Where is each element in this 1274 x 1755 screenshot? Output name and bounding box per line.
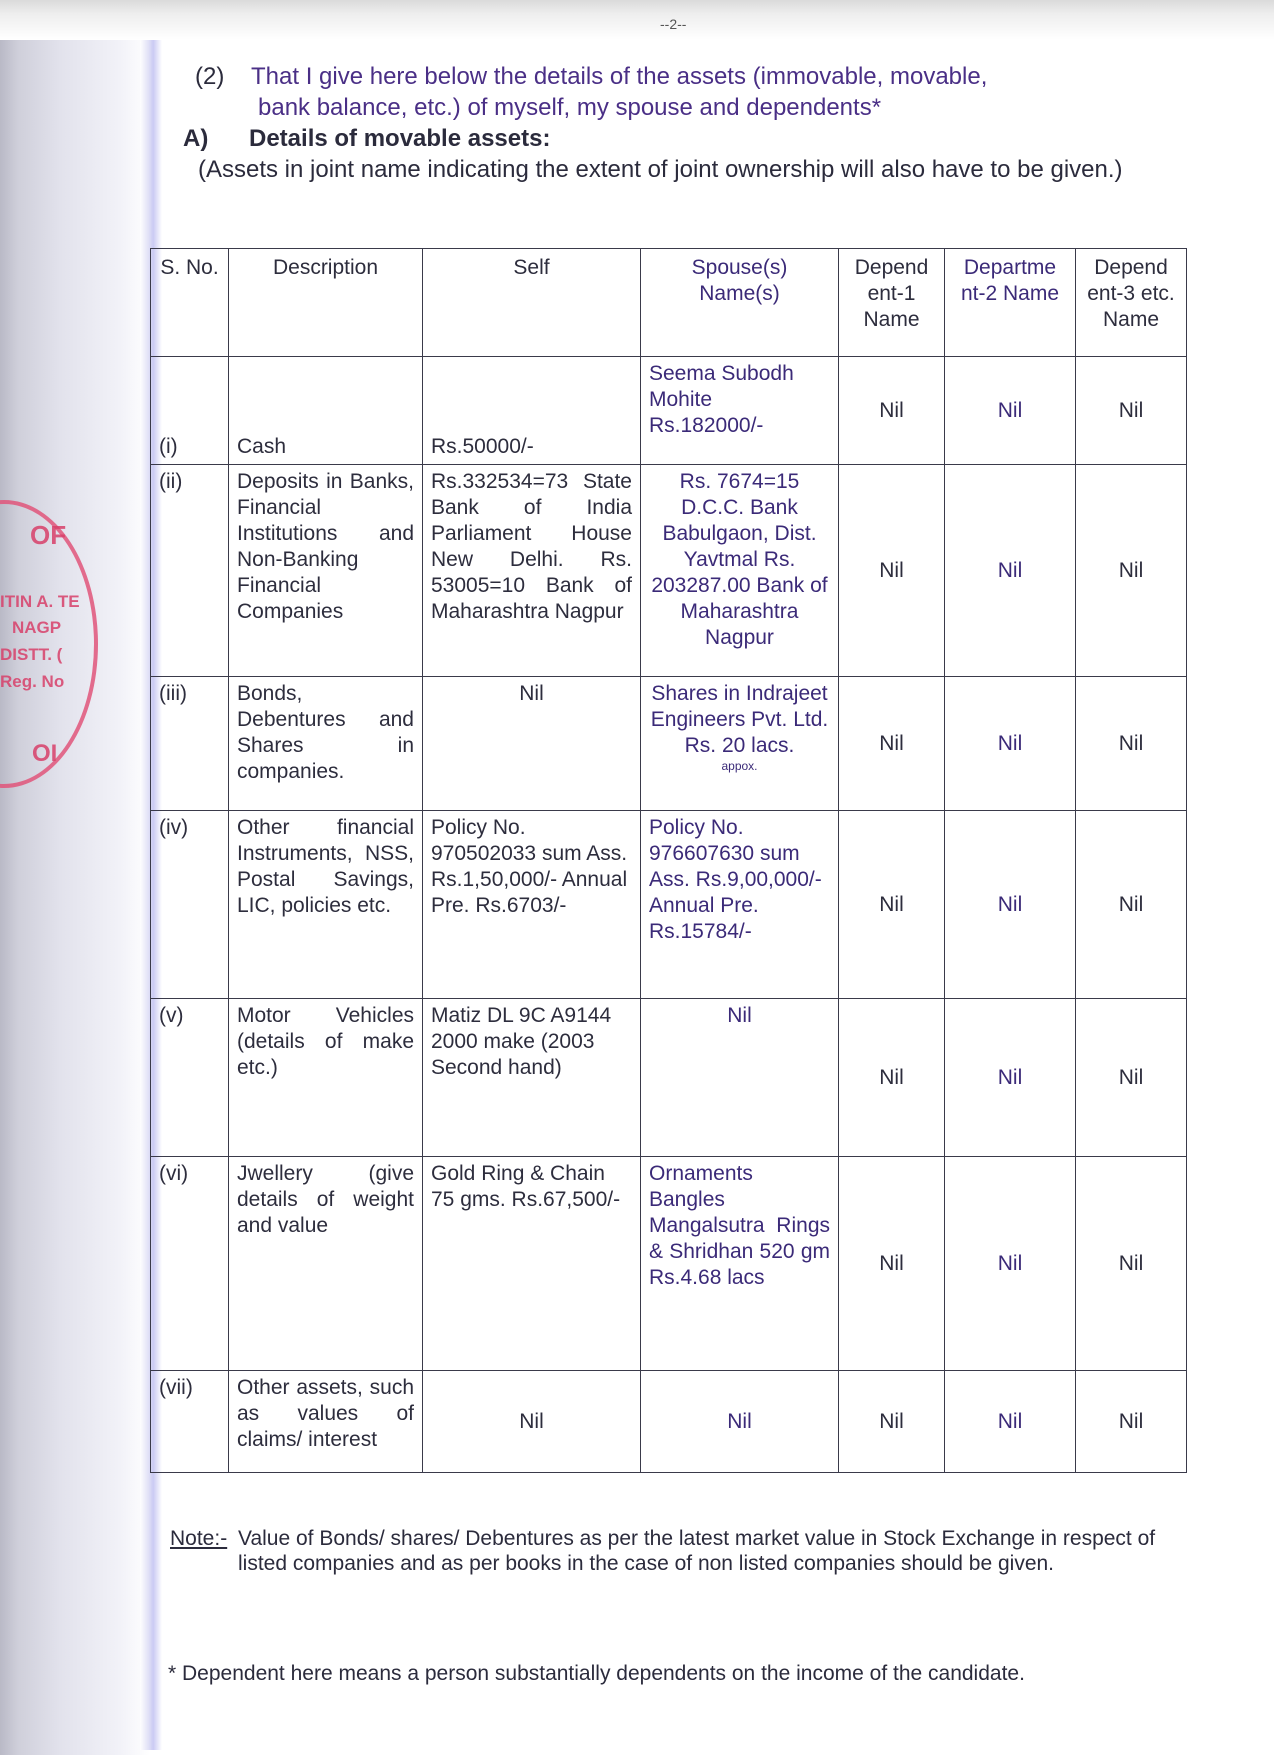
stamp-text-3: NAGP [12, 618, 62, 637]
stamp-text-2: ITIN A. TE [0, 592, 80, 611]
row-self: Rs.50000/- [423, 357, 641, 465]
row-dependent-1: Nil [839, 357, 945, 465]
row-dependent-2: Nil [945, 677, 1076, 811]
row-dependent-1: Nil [839, 465, 945, 677]
note-block [170, 1526, 1200, 1575]
row-description: Jwellery (give details of weight and value [229, 1157, 423, 1371]
row-spouse-note: appox. [721, 759, 758, 773]
row-description: Other assets, such as values of claims/ interest [229, 1371, 423, 1473]
footnote: * Dependent here means a person substantially dependents on the income of the candidate. [168, 1662, 1025, 1685]
row-sno: (iv) [151, 811, 229, 999]
row-dependent-3: Nil [1076, 811, 1187, 999]
table-row [151, 999, 1187, 1157]
row-self: Nil [423, 677, 641, 811]
row-dependent-2: Nil [945, 1157, 1076, 1371]
stamp-text-6: OI [32, 740, 58, 767]
row-dependent-3: Nil [1076, 1157, 1187, 1371]
row-self: Policy No. 970502033 sum Ass. Rs.1,50,000/- Annual Pre. Rs.6703/- [423, 811, 641, 999]
row-sno: (v) [151, 999, 229, 1157]
row-spouse: Ornaments Bangles Mangalsutra Rings & Shridhan 520 gm Rs.4.68 lacs [641, 1157, 839, 1371]
header-dependent-2: Departme nt-2 Name [945, 249, 1076, 357]
section-subtitle: (Assets in joint name indicating the extent of joint ownership will also have to be given.) [198, 156, 1123, 183]
table-row [151, 811, 1187, 999]
row-self: Nil [423, 1371, 641, 1473]
scan-shadow [0, 0, 150, 1755]
row-dependent-3: Nil [1076, 465, 1187, 677]
row-description: Motor Vehicles (details of make etc.) [229, 999, 423, 1157]
row-dependent-1: Nil [839, 677, 945, 811]
intro-item-number: (2) [195, 63, 225, 90]
row-spouse-text: Shares in Indrajeet Engineers Pvt. Ltd. Rs. 20 lacs. [650, 682, 829, 757]
row-sno: (i) [151, 357, 229, 465]
section-title: Details of movable assets: [249, 125, 551, 152]
row-dependent-1: Nil [839, 811, 945, 999]
row-dependent-3: Nil [1076, 677, 1187, 811]
row-spouse: Rs. 7674=15 D.C.C. Bank Babulgaon, Dist. Yavtmal Rs. 203287.00 Bank of Maharashtra Nagpur [641, 465, 839, 677]
note-text: Value of Bonds/ shares/ Debentures as per the latest market value in Stock Exchange in respect of listed companies and as per books in the case of non listed companies should be given. [238, 1527, 1156, 1575]
intro-line-1 [195, 62, 1195, 92]
table-header-row [151, 249, 1187, 357]
stamp-text-1: OF [30, 520, 67, 550]
header-description: Description [229, 249, 423, 357]
row-dependent-3: Nil [1076, 1371, 1187, 1473]
stamp-text-4: DISTT. ( [0, 645, 63, 664]
row-dependent-3: Nil [1076, 999, 1187, 1157]
table-row [151, 1157, 1187, 1371]
row-dependent-2: Nil [945, 357, 1076, 465]
row-dependent-1: Nil [839, 1371, 945, 1473]
row-description: Cash [229, 357, 423, 465]
table-row [151, 1371, 1187, 1473]
row-self: Rs.332534=73 State Bank of India Parliament House New Delhi. Rs. 53005=10 Bank of Maharashtra Nagpur [423, 465, 641, 677]
header-spouse: Spouse(s) Name(s) [641, 249, 839, 357]
header-dependent-1: Depend ent-1 Name [839, 249, 945, 357]
table-row [151, 465, 1187, 677]
row-spouse [641, 677, 839, 811]
row-description: Deposits in Banks, Financial Institutions and Non-Banking Financial Companies [229, 465, 423, 677]
row-dependent-1: Nil [839, 999, 945, 1157]
table-row [151, 357, 1187, 465]
row-dependent-1: Nil [839, 1157, 945, 1371]
row-dependent-3: Nil [1076, 357, 1187, 465]
page-number: --2-- [660, 16, 687, 32]
row-description: Bonds, Debentures and Shares in companies. [229, 677, 423, 811]
row-sno: (vi) [151, 1157, 229, 1371]
row-dependent-2: Nil [945, 811, 1076, 999]
intro-text-1: That I give here below the details of the assets (immovable, movable, [251, 63, 988, 90]
row-self: Gold Ring & Chain 75 gms. Rs.67,500/- [423, 1157, 641, 1371]
row-spouse: Nil [641, 999, 839, 1157]
header-sno: S. No. [151, 249, 229, 357]
stamp-text-5: Reg. No [0, 672, 65, 691]
table-row [151, 677, 1187, 811]
note-label: Note:- [170, 1527, 228, 1550]
row-sno: (vii) [151, 1371, 229, 1473]
row-description: Other financial Instruments, NSS, Postal Savings, LIC, policies etc. [229, 811, 423, 999]
scan-top-edge [0, 0, 1274, 40]
section-label: A) [183, 125, 209, 152]
row-sno: (iii) [151, 677, 229, 811]
header-self: Self [423, 249, 641, 357]
header-dependent-3: Depend ent-3 etc. Name [1076, 249, 1187, 357]
row-spouse: Nil [641, 1371, 839, 1473]
section-heading [183, 124, 550, 154]
movable-assets-table [150, 248, 1187, 1473]
row-spouse: Seema Subodh Mohite Rs.182000/- [641, 357, 839, 465]
row-dependent-2: Nil [945, 1371, 1076, 1473]
row-dependent-2: Nil [945, 465, 1076, 677]
row-sno: (ii) [151, 465, 229, 677]
row-self: Matiz DL 9C A9144 2000 make (2003 Second hand) [423, 999, 641, 1157]
row-dependent-2: Nil [945, 999, 1076, 1157]
intro-line-2: bank balance, etc.) of myself, my spouse and dependents* [258, 94, 882, 121]
row-spouse: Policy No. 976607630 sum Ass. Rs.9,00,000/- Annual Pre. Rs.15784/- [641, 811, 839, 999]
